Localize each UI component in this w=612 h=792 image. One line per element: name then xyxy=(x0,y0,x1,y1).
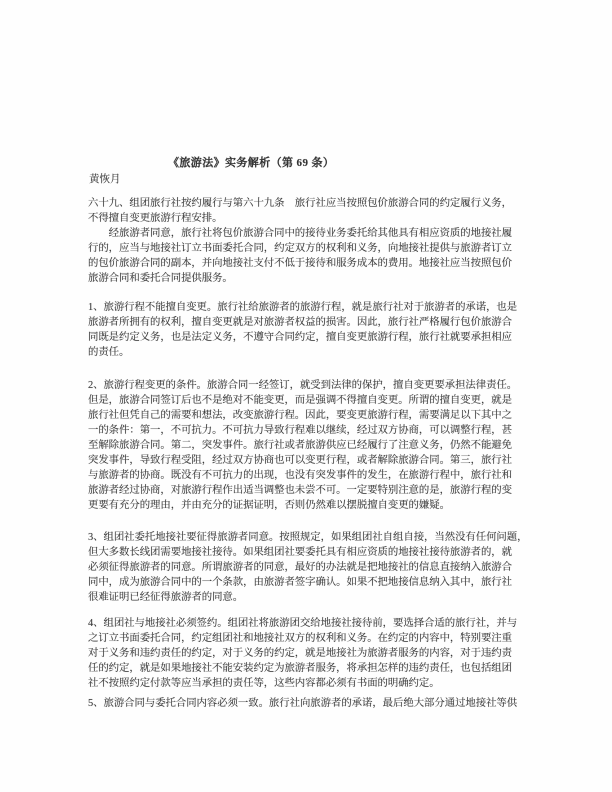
text-line: 行的，应当与地接社订立书面委托合同，约定双方的权利和义务，向地接社提供与旅游者订立 xyxy=(88,243,512,254)
text-line: 3、组团社委托地接社要征得旅游者同意。按照规定，如果组团社自组自接，当然没有任何问题， xyxy=(88,532,528,543)
text-line: 但是，旅游合同签订后也不是绝对不能变更，而是强调不得擅自变更。所谓的擅自变更，就是 xyxy=(88,395,512,406)
text-line: 2、旅游行程变更的条件。旅游合同一经签订，就受到法律的保护，擅自变更要承担法律责任。 xyxy=(88,380,518,391)
text-line: 社不按照约定付款等应当承担的责任等，这些内容都必须有书面的明确约定。 xyxy=(88,678,440,689)
text-line: 4、组团社与地接社必须签约。组团社将旅游团交给地接社接待前，要选择合适的旅行社，并与 xyxy=(88,618,518,629)
text-line: 1、旅游行程不能擅自变更。旅行社给旅游者的旅游行程，就是旅行社对于旅游者的承诺，也是 xyxy=(88,302,518,313)
text-line: 必须征得旅游者的同意。所谓旅游者的同意，最好的办法就是把地接社的信息直接纳入旅游合 xyxy=(88,562,512,573)
text-line: 不得擅自变更旅游行程安排。 xyxy=(88,213,223,224)
text-line: 至解除旅游合同。第二，突发事件。旅行社或者旅游供应已经履行了注意义务，仍然不能避免 xyxy=(88,440,512,451)
text-line: 对于义务和违约责任的约定，对于义务的约定，就是地接社为旅游者服务的内容，对于违约责 xyxy=(88,648,512,659)
paragraph-2 xyxy=(88,378,528,513)
text-line: 旅行社但凭自己的需要和想法，改变旅游行程。因此，要变更旅游行程，需要满足以下其中之 xyxy=(88,410,512,421)
text-line: 的责任。 xyxy=(88,347,130,358)
text-line: 5、旅游合同与委托合同内容必须一致。旅行社向旅游者的承诺，最后绝大部分通过地接社等供 xyxy=(88,698,518,709)
text-line: 但大多数长线团需要地接社接待。如果组团社要委托具有相应资质的地接社接待旅游者的，就 xyxy=(88,547,512,558)
document-title: 《旅游法》实务解析（第 69 条） xyxy=(168,157,335,169)
paragraph-1 xyxy=(88,300,528,360)
text-line: 经旅游者同意，旅行社将包价旅游合同中的接待业务委托给其他具有相应资质的地接社履 xyxy=(88,228,512,239)
text-line: 同中，成为旅游合同中的一个条款，由旅游者签字确认。如果不把地接信息纳入其中，旅行社 xyxy=(88,577,512,588)
text-line: 旅游合同和委托合同提供服务。 xyxy=(88,273,233,284)
paragraph-0 xyxy=(88,196,528,286)
text-line: 很难证明已经征得旅游者的同意。 xyxy=(88,592,244,603)
paragraph-3 xyxy=(88,530,528,605)
text-line: 的包价旅游合同的副本，并向地接社支付不低于接待和服务成本的费用。地接社应当按照包价 xyxy=(88,258,512,269)
text-line: 六十九、组团旅行社按约履行与第六十九条 旅行社应当按照包价旅游合同的约定履行义务， xyxy=(88,198,512,209)
text-line: 更要有充分的理由，并由充分的证据证明，否则仍然难以摆脱擅自变更的嫌疑。 xyxy=(88,500,450,511)
text-line: 任的约定，就是如果地接社不能安装约定为旅游者服务，将承担怎样的违约责任，也包括组团 xyxy=(88,663,512,674)
text-line: 之订立书面委托合同，约定组团社和地接社双方的权利和义务。在约定的内容中，特别要注重 xyxy=(88,633,512,644)
text-line: 一的条件：第一，不可抗力。不可抗力导致行程难以继续，经过双方协商，可以调整行程，甚 xyxy=(88,425,512,436)
paragraph-5 xyxy=(88,696,528,711)
text-line: 与旅游者的协商。既没有不可抗力的出现，也没有突发事件的发生，在旅游行程中，旅行社和 xyxy=(88,470,512,481)
paragraph-4 xyxy=(88,616,528,691)
text-line: 突发事件，导致行程受阻，经过双方协商也可以变更行程，或者解除旅游合同。第三，旅行社 xyxy=(88,455,512,466)
author-name: 黄恢月 xyxy=(89,174,121,185)
text-line: 旅游者所拥有的权利，擅自变更就是对旅游者权益的损害。因此，旅行社严格履行包价旅游合 xyxy=(88,317,512,328)
text-line: 旅游者经过协商，对旅游行程作出适当调整也未尝不可。一定要特别注意的是，旅游行程的变 xyxy=(88,485,512,496)
text-line: 同既是约定义务，也是法定义务，不遵守合同约定，擅自变更旅游行程，旅行社就要承担相应 xyxy=(88,332,512,343)
